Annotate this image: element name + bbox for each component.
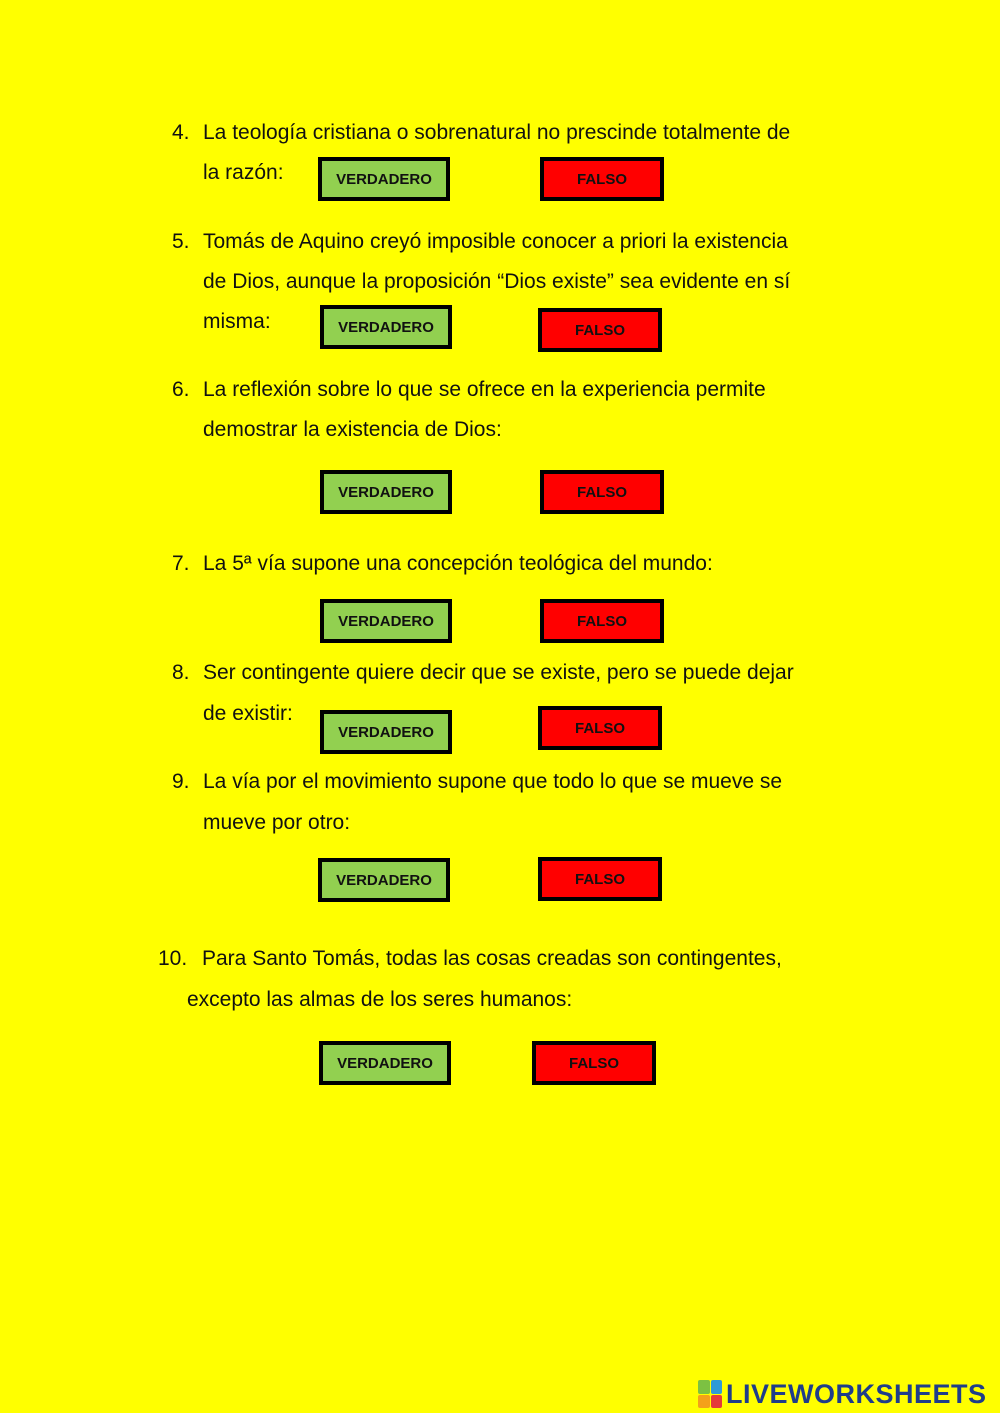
question-number: 4. — [172, 121, 190, 144]
question-text: La reflexión sobre lo que se ofrece en la experiencia permite — [203, 378, 766, 401]
question-number: 9. — [172, 770, 190, 793]
falso-button[interactable]: FALSO — [540, 599, 664, 643]
verdadero-button[interactable]: VERDADERO — [320, 599, 452, 643]
question-number: 8. — [172, 661, 190, 684]
verdadero-button[interactable]: VERDADERO — [320, 710, 452, 754]
falso-button[interactable]: FALSO — [540, 157, 664, 201]
question-text: misma: — [203, 310, 271, 333]
question-text: mueve por otro: — [203, 811, 351, 834]
liveworksheets-logo — [698, 1378, 987, 1410]
question-text: Ser contingente quiere decir que se existe, pero se puede dejar — [203, 661, 794, 684]
falso-button[interactable]: FALSO — [538, 706, 662, 750]
question-text: la razón: — [203, 161, 284, 184]
question-text: Para Santo Tomás, todas las cosas creadas son contingentes, — [202, 947, 782, 970]
question-text: demostrar la existencia de Dios: — [203, 418, 502, 441]
question-number: 10. — [158, 947, 188, 970]
question-number: 5. — [172, 230, 190, 253]
falso-button[interactable]: FALSO — [538, 308, 662, 352]
question-text: de existir: — [203, 702, 293, 725]
question-text: Tomás de Aquino creyó imposible conocer a priori la existencia — [203, 230, 788, 253]
falso-button[interactable]: FALSO — [540, 470, 664, 514]
question-text: de Dios, aunque la proposición “Dios existe” sea evidente en sí — [203, 270, 791, 293]
question-text: La vía por el movimiento supone que todo lo que se mueve se — [203, 770, 783, 793]
falso-button[interactable]: FALSO — [538, 857, 662, 901]
verdadero-button[interactable]: VERDADERO — [320, 305, 452, 349]
verdadero-button[interactable]: VERDADERO — [318, 858, 450, 902]
question-number: 7. — [172, 552, 190, 575]
verdadero-button[interactable]: VERDADERO — [318, 157, 450, 201]
question-number: 6. — [172, 378, 190, 401]
verdadero-button[interactable]: VERDADERO — [319, 1041, 451, 1085]
question-text: excepto las almas de los seres humanos: — [187, 988, 573, 1011]
liveworksheets-logo-icon — [698, 1380, 722, 1408]
falso-button[interactable]: FALSO — [532, 1041, 656, 1085]
question-text: La 5ª vía supone una concepción teológica del mundo: — [203, 552, 713, 575]
brand-name: LIVEWORKSHEETS — [726, 1378, 987, 1409]
verdadero-button[interactable]: VERDADERO — [320, 470, 452, 514]
question-text: La teología cristiana o sobrenatural no prescinde totalmente de — [203, 121, 791, 144]
